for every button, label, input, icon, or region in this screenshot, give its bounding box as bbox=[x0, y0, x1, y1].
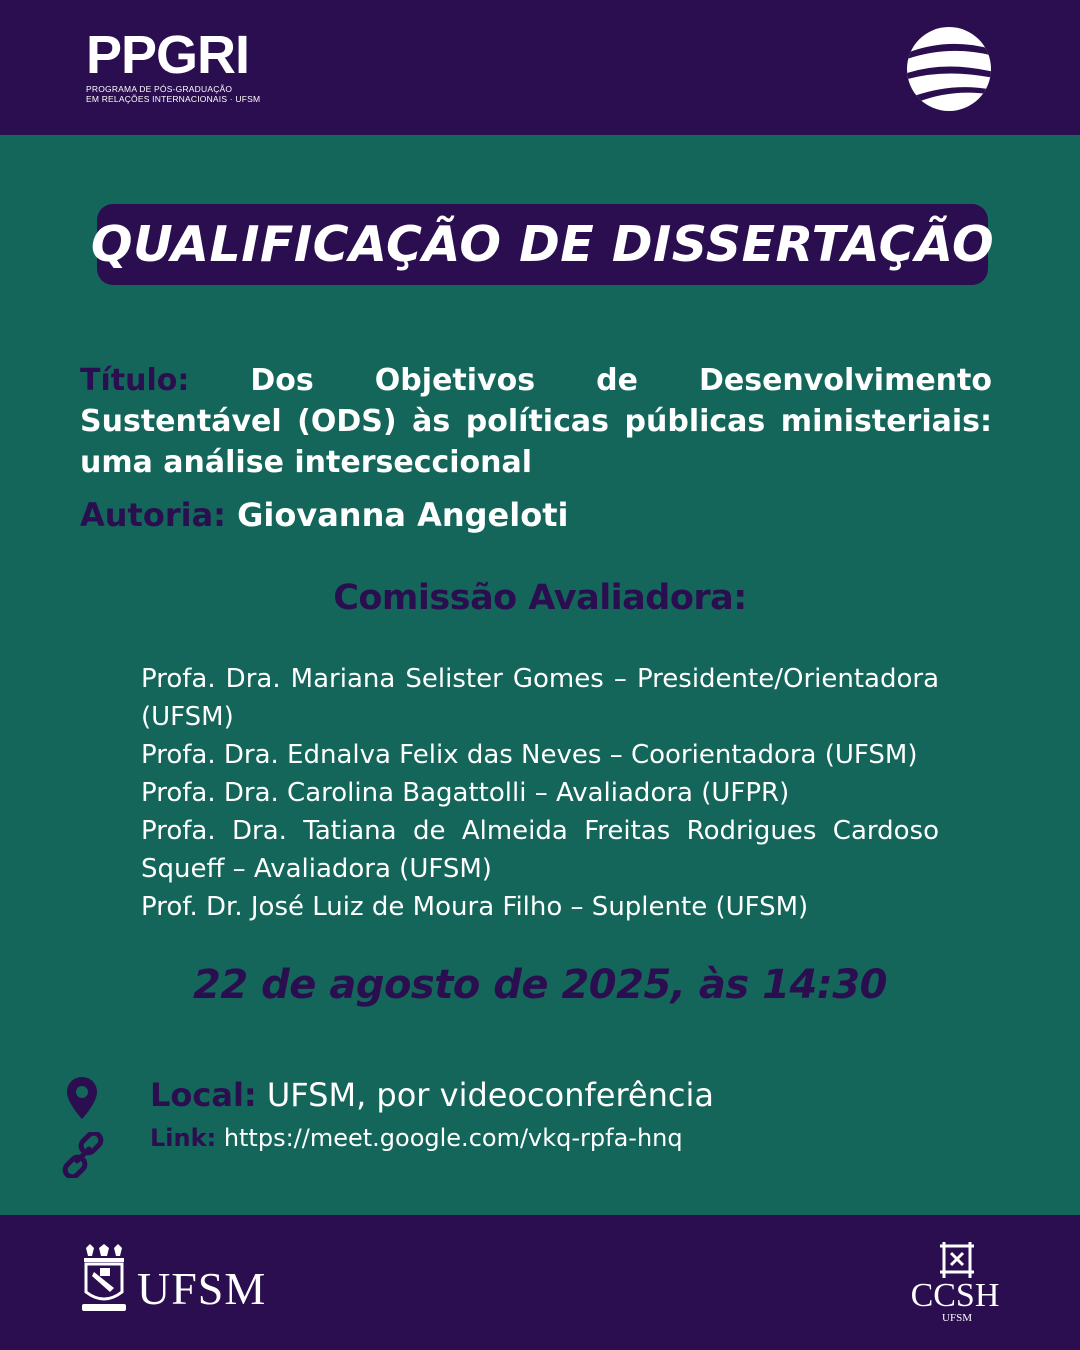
thesis-author bbox=[80, 494, 992, 536]
ppgri-logo bbox=[86, 25, 261, 104]
link-label: Link: bbox=[150, 1124, 217, 1152]
committee-member: Profa. Dra. Mariana Selister Gomes – Presidente/Orientadora (UFSM) bbox=[141, 664, 939, 732]
autoria-label: Autoria: bbox=[80, 496, 226, 534]
ppgri-logo-subtitle-1: PROGRAMA DE PÓS-GRADUAÇÃO bbox=[86, 84, 233, 94]
committee-member: Profa. Dra. Ednalva Felix das Neves – Coorientadora (UFSM) bbox=[141, 740, 918, 770]
local-label: Local: bbox=[150, 1076, 257, 1114]
ppgri-logo-subtitle-2: EM RELAÇÕES INTERNACIONAIS · UFSM bbox=[86, 94, 261, 104]
committee-member: Profa. Dra. Carolina Bagattolli – Avaliadora (UFPR) bbox=[141, 778, 790, 808]
link-icon bbox=[60, 1132, 106, 1178]
event-location bbox=[150, 1076, 714, 1114]
autoria-value: Giovanna Angeloti bbox=[237, 496, 569, 534]
committee-member: Prof. Dr. José Luiz de Moura Filho – Suplente (UFSM) bbox=[141, 892, 809, 922]
header-bar bbox=[0, 0, 1080, 135]
local-value: UFSM, por videoconferência bbox=[266, 1076, 714, 1114]
globe-logo-icon bbox=[904, 24, 994, 114]
ufsm-logo-text: UFSM bbox=[137, 1263, 267, 1314]
event-heading-box bbox=[90, 204, 995, 285]
map-pin-icon bbox=[66, 1076, 98, 1120]
thesis-title bbox=[80, 360, 992, 483]
event-link bbox=[150, 1124, 683, 1152]
committee-list bbox=[141, 660, 939, 926]
titulo-value: Dos Objetivos de Desenvolvimento Sustentável (ODS) às políticas públicas ministeriais: uma análise interseccional bbox=[80, 363, 992, 480]
ppgri-logo-title: PPGRI bbox=[86, 25, 250, 85]
ccsh-logo-icon bbox=[938, 1240, 976, 1280]
event-heading: QUALIFICAÇÃO DE DISSERTAÇÃO bbox=[90, 216, 995, 273]
committee-member: Profa. Dra. Tatiana de Almeida Freitas Rodrigues Cardoso Squeff – Avaliadora (UFSM) bbox=[141, 816, 939, 884]
event-date: 22 de agosto de 2025, às 14:30 bbox=[193, 962, 887, 1008]
ccsh-logo-subtext: UFSM bbox=[942, 1312, 972, 1324]
ccsh-logo-text: CCSH bbox=[910, 1277, 1000, 1314]
meeting-link[interactable]: https://meet.google.com/vkq-rpfa-hnq bbox=[223, 1124, 683, 1152]
committee-heading: Comissão Avaliadora: bbox=[333, 578, 747, 618]
ufsm-crest-icon bbox=[80, 1244, 128, 1318]
titulo-label: Título: bbox=[80, 363, 190, 398]
